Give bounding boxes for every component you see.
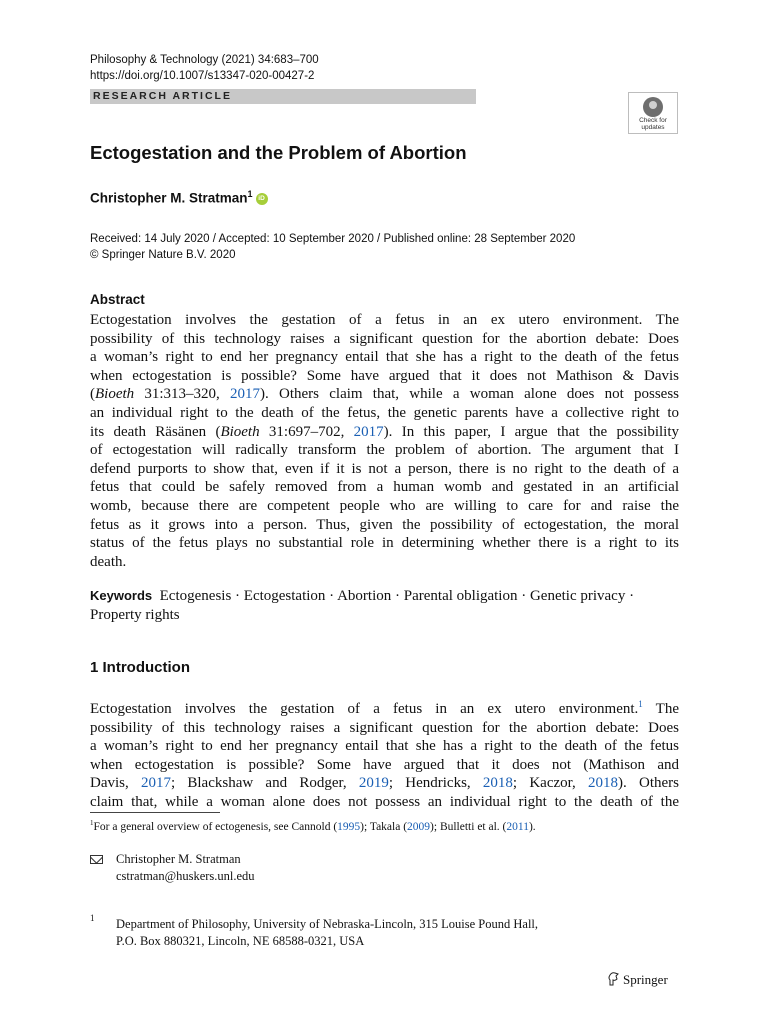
intro-line: when ectogestation is possible? Some have argued that it does not (Mathison and [90,756,679,773]
correspondence-email[interactable]: cstratman@huskers.unl.edu [116,868,255,883]
journal-header [90,52,319,84]
publisher-logo [607,972,668,988]
article-type-banner: RESEARCH ARTICLE [90,89,476,104]
text: ); Takala ( [360,820,408,833]
citation-link[interactable]: 2017 [140,775,171,792]
abstract-line [90,423,679,442]
text: ). Others [618,775,679,792]
abstract-line: womb, because there are competent people who are willing to care for and raise the [90,497,679,514]
affiliation-line-2: P.O. Box 880321, Lincoln, NE 68588-0321, USA [116,933,365,948]
citation-link[interactable]: 2017 [230,386,261,403]
text: ( [90,386,95,403]
article-title: Ectogestation and the Problem of Abortion [90,142,467,163]
affiliation [116,916,538,949]
text: ); Bulletti et al. ( [430,820,507,833]
text: ). [528,820,536,833]
abstract-line [90,385,679,404]
abstract-heading: Abstract [90,292,145,307]
text: Ectogestation involves the gestation of a fetus in an ex utero environment. [90,701,639,717]
citation-link[interactable]: 2011 [506,820,529,833]
citation-link[interactable]: 2018 [588,775,619,792]
abstract-line: status of the fetus plays no substantial role in determining whether there is a right to its [90,535,679,552]
journal-name: Bioeth [95,386,135,403]
intro-line: a woman’s right to end her pregnancy entail that she has a right to the death of the fetus [90,738,679,755]
abstract-line: possibility of this technology raises a significant question for the abortion debate: Does [90,330,679,347]
text: its death Räsänen ( [90,423,221,440]
abstract-line: fetus that could be safely removed from a human womb and gestated in an artificial [90,479,679,496]
intro-line: possibility of this technology raises a significant question for the abortion debate: Does [90,719,679,736]
footnote-mark: 1 [90,819,94,827]
abstract-line: defend purports to show that, even if it is not a person, there is no right to the death of a [90,460,679,477]
citation-link[interactable]: 1995 [337,820,361,833]
author-line [90,189,268,206]
abstract-line: an individual right to the death of the fetus, the genetic parents have a collective right to [90,404,679,421]
text: 31:313–320, [134,386,231,403]
keywords-line-2: Property rights [90,606,180,623]
copyright-notice: © Springer Nature B.V. 2020 [90,249,236,261]
date-history: Received: 14 July 2020 / Accepted: 10 September 2020 / Published online: 28 September 2020 [90,233,576,245]
abstract-line: Ectogestation involves the gestation of a fetus in an ex utero environment. The [90,312,679,328]
abstract-body [90,311,679,571]
publisher-name: Springer [623,972,668,987]
check-updates-icon [643,97,663,117]
text: ; Kaczor, [512,775,589,792]
orcid-icon[interactable]: iD [256,193,268,205]
affiliation-mark: 1 [247,189,253,199]
text: 31:697–702, [259,423,354,440]
keywords-line [90,587,679,606]
check-for-updates-badge[interactable] [628,92,678,134]
footnote-divider [90,812,220,813]
citation-link[interactable]: 2019 [358,775,389,792]
correspondence-name: Christopher M. Stratman [116,852,241,866]
journal-citation: Philosophy & Technology (2021) 34:683–700 [90,54,319,66]
check-updates-label-2: updates [641,124,665,131]
abstract-line: a woman’s right to end her pregnancy entail that she has a right to the death of the fetus [90,349,679,366]
text: The [642,701,679,717]
text: Davis, [90,775,141,792]
check-updates-label-1: Check for [639,117,667,124]
keywords [90,587,679,624]
footnote-ref[interactable]: 1 [638,699,643,709]
journal-name: Bioeth [220,423,260,440]
abstract-line: of ectogestation will radically transform the problem of abortion. The argument that I [90,442,679,459]
affiliation-number: 1 [90,913,95,923]
citation-link[interactable]: 2018 [482,775,513,792]
intro-line [90,695,679,719]
keywords-label: Keywords [90,588,153,603]
text: For a general overview of ectogenesis, see Cannold ( [93,820,338,833]
publication-dates [90,231,575,263]
abstract-line: when ectogestation is possible? Some have argued that it does not Mathison & Davis [90,367,679,384]
correspondence [116,851,255,884]
text: ; Blackshaw and Rodger, [170,775,359,792]
affiliation-line-1: Department of Philosophy, University of Nebraska-Lincoln, 315 Louise Pound Hall, [116,917,539,931]
abstract-line: death. [90,553,127,570]
citation-link[interactable]: 2017 [353,423,384,440]
section-heading: 1 Introduction [90,659,190,676]
introduction-body [90,695,679,812]
citation-link[interactable]: 2009 [407,820,431,833]
footnote [90,815,536,835]
text: ; Hendricks, [388,775,483,792]
text: ). Others claim that, while a woman alone does not possess [260,386,679,403]
abstract-line: fetus as it grows into a person. Thus, given the possibility of ectogestation, the moral [90,516,679,533]
envelope-icon [90,855,103,864]
doi-link[interactable]: https://doi.org/10.1007/s13347-020-00427-2 [90,70,315,82]
keywords-list: Ectogenesis · Ectogestation · Abortion · Parental obligation · Genetic privacy · [159,588,635,604]
text: ). In this paper, I argue that the possibility [383,423,679,440]
intro-line: claim that, while a woman alone does not possess an individual right to the death of the [90,793,679,810]
springer-horse-icon [607,972,619,986]
intro-line [90,774,679,793]
author-name[interactable]: Christopher M. Stratman [90,190,248,206]
